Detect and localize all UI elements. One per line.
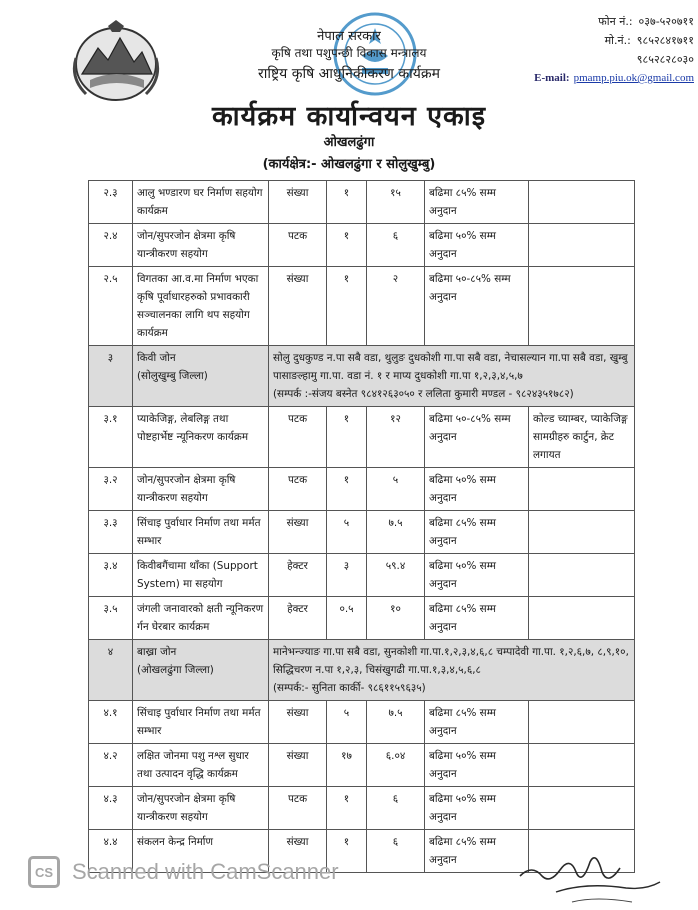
row-remark [529, 181, 635, 224]
row-unit: संख्या [269, 267, 327, 346]
row-number: २.४ [89, 224, 133, 267]
row-unit: संख्या [269, 181, 327, 224]
zone-coverage: मानेभन्ज्याङ गा.पा सबै वडा, सुनकोशी गा.पा.१,२,३,४,६,८ चम्पादेवी गा.पा. १,२,६,७, ८,९,१०, सिद्धिचरण न.पा १,२,३, चिसंखुगढी गा.पा.१,३,४,५,६,८ [273, 646, 629, 676]
row-quantity: १ [327, 267, 367, 346]
table-row [89, 744, 635, 787]
row-number: ४.२ [89, 744, 133, 787]
row-grant: बढिमा ८५% सम्म अनुदान [425, 511, 529, 554]
email-row [508, 69, 694, 88]
row-amount: ५ [367, 468, 425, 511]
row-remark [529, 468, 635, 511]
row-number: २.३ [89, 181, 133, 224]
government-name: नेपाल सरकार [317, 29, 381, 44]
row-amount: १५ [367, 181, 425, 224]
table-row [89, 597, 635, 640]
activity-name: जोन/सुपरजोन क्षेत्रमा कृषि यान्त्रीकरण सहयोग [133, 468, 269, 511]
row-remark [529, 267, 635, 346]
table-row [89, 407, 635, 468]
zone-coverage-cell [269, 346, 635, 407]
table-row [89, 787, 635, 830]
row-quantity: १ [327, 407, 367, 468]
row-unit: हेक्टर [269, 554, 327, 597]
row-amount: २ [367, 267, 425, 346]
email-label: E-mail: [534, 72, 570, 84]
table-row [89, 468, 635, 511]
zone-coverage: सोलु दुधकुण्ड न.पा सबै वडा, थुलुङ दुधकोशी गा.पा सबै वडा, नेचासल्यान गा.पा सबै वडा, खुम्बु पासाङल्हामु गा.पा. वडा नं. १ र माप्य दुधकोशी गा.पा १,२,३,४,५,७ [273, 352, 628, 382]
row-remark [529, 511, 635, 554]
phone-label: फोन नं.: [598, 15, 633, 28]
row-amount: ६.०४ [367, 744, 425, 787]
row-remark [529, 701, 635, 744]
row-number: ३.१ [89, 407, 133, 468]
activity-name: आलु भण्डारण घर निर्माण सहयोग कार्यक्रम [133, 181, 269, 224]
mobile-number-1: ९८५२८४१७११ [636, 34, 694, 47]
row-number: ३.४ [89, 554, 133, 597]
row-quantity: ०.५ [327, 597, 367, 640]
row-grant: बढिमा ५०-८५% सम्म अनुदान [425, 267, 529, 346]
table-row [89, 511, 635, 554]
mobile-row [508, 31, 694, 50]
program-table-body [89, 181, 635, 873]
row-quantity: ५ [327, 701, 367, 744]
activity-name: जंगली जनावारको क्षती न्यूनिकरण र्गन घेरबार कार्यक्रम [133, 597, 269, 640]
row-quantity: ३ [327, 554, 367, 597]
row-number: ४.१ [89, 701, 133, 744]
unit-title: कार्यक्रम कार्यान्वयन एकाइ [211, 101, 487, 132]
row-quantity: १ [327, 830, 367, 873]
activity-name: सिंचाइ पुर्वाधार निर्माण तथा मर्मत सम्भार [133, 701, 269, 744]
activity-name: सिंचाइ पुर्वाधार निर्माण तथा मर्मत सम्भार [133, 511, 269, 554]
row-quantity: १ [327, 468, 367, 511]
row-number: ४.३ [89, 787, 133, 830]
activity-name: संकलन केन्द्र निर्माण [133, 830, 269, 873]
row-unit: पटक [269, 407, 327, 468]
row-number: ४.४ [89, 830, 133, 873]
activity-name: लक्षित जोनमा पशु नश्ल सुधार तथा उत्पादन वृद्धि कार्यक्रम [133, 744, 269, 787]
row-quantity: १७ [327, 744, 367, 787]
district-name: ओखलढुंगा [323, 135, 375, 150]
row-quantity: १ [327, 224, 367, 267]
row-quantity: ५ [327, 511, 367, 554]
table-row [89, 701, 635, 744]
row-grant: बढिमा ८५% सम्म अनुदान [425, 597, 529, 640]
zone-title: किवी जोन [137, 352, 176, 364]
mobile-label: मो.नं.: [604, 34, 631, 47]
mobile-number-2: ९८५२८२८०३० [636, 53, 694, 66]
row-unit: हेक्टर [269, 597, 327, 640]
row-grant: बढिमा ५०% सम्म अनुदान [425, 787, 529, 830]
row-unit: पटक [269, 468, 327, 511]
row-amount: ७.५ [367, 701, 425, 744]
row-quantity: १ [327, 181, 367, 224]
row-unit: संख्या [269, 701, 327, 744]
row-unit: पटक [269, 224, 327, 267]
table-row [89, 554, 635, 597]
row-grant: बढिमा ५०% सम्म अनुदान [425, 468, 529, 511]
row-grant: बढिमा ८५% सम्म अनुदान [425, 830, 529, 873]
phone-number: ०३७-५२०७११ [638, 15, 694, 28]
row-amount: ६ [367, 224, 425, 267]
signature [516, 842, 666, 908]
zone-contact: (सम्पर्क :-संजय बस्नेत ९८४१२६३०५० र ललिता कुमारी मण्डल - ९८२४३५१७८२) [273, 388, 574, 400]
program-table [88, 180, 635, 873]
activity-name: विगतका आ.व.मा निर्माण भएका कृषि पूर्वाधारहरुको प्रभावकारी सञ्चालनका लागि थप सहयोग कार्यक्रम [133, 267, 269, 346]
camscanner-text: Scanned with CamScanner [72, 859, 339, 884]
zone-district: (ओखलढुंगा जिल्ला) [137, 664, 214, 676]
table-row [89, 224, 635, 267]
row-remark [529, 224, 635, 267]
camscanner-logo-icon: CS [28, 856, 60, 888]
zone-number: ३ [89, 346, 133, 407]
zone-title: बाख्रा जोन [137, 646, 177, 658]
zone-name-cell [133, 346, 269, 407]
table-row [89, 181, 635, 224]
row-amount: ६ [367, 787, 425, 830]
row-number: ३.५ [89, 597, 133, 640]
activity-name: किवीबगैंचामा थाँका (Support System) मा सहयोग [133, 554, 269, 597]
row-number: ३.२ [89, 468, 133, 511]
ministry-name: कृषि तथा पशुपन्छी विकास मन्त्रालय [271, 46, 427, 60]
zone-header-goat [89, 640, 635, 701]
row-number: २.५ [89, 267, 133, 346]
row-grant: बढिमा ५०-८५% सम्म अनुदान [425, 407, 529, 468]
activity-name: प्याकेजिङ्ग, लेबलिङ्ग तथा पोष्टहार्भेष्ट न्यूनिकरण कार्यक्रम [133, 407, 269, 468]
zone-number: ४ [89, 640, 133, 701]
row-remark: कोल्ड च्याम्बर, प्याकेजिङ्ग सामग्रीहरु कार्टुन, क्रेट लगायत [529, 407, 635, 468]
row-amount: ६ [367, 830, 425, 873]
activity-name: जोन/सुपरजोन क्षेत्रमा कृषि यान्त्रीकरण सहयोग [133, 787, 269, 830]
row-grant: बढिमा ५०% सम्म अनुदान [425, 554, 529, 597]
mobile-row-2 [508, 50, 694, 69]
row-number: ३.३ [89, 511, 133, 554]
row-amount: १२ [367, 407, 425, 468]
contact-block [508, 12, 694, 88]
table-row [89, 267, 635, 346]
zone-contact: (सम्पर्क:- सुनिता कार्की- ९८६११५९६३५) [273, 682, 426, 694]
row-amount: ७.५ [367, 511, 425, 554]
row-unit: पटक [269, 787, 327, 830]
row-unit: संख्या [269, 830, 327, 873]
program-name: राष्ट्रिय कृषि आधुनिकीकरण कार्यक्रम [257, 66, 440, 82]
row-grant: बढिमा ८५% सम्म अनुदान [425, 181, 529, 224]
row-grant: बढिमा ५०% सम्म अनुदान [425, 744, 529, 787]
row-remark [529, 787, 635, 830]
row-unit: संख्या [269, 744, 327, 787]
zone-coverage-cell [269, 640, 635, 701]
work-area: (कार्यक्षेत्र:- ओखलढुंगा र सोलुखुम्बु) [262, 157, 436, 172]
row-unit: संख्या [269, 511, 327, 554]
row-remark [529, 744, 635, 787]
camscanner-watermark [28, 856, 339, 888]
row-amount: ५९.४ [367, 554, 425, 597]
zone-district: (सोलुखुम्बु जिल्ला) [137, 370, 208, 382]
activity-name: जोन/सुपरजोन क्षेत्रमा कृषि यान्त्रीकरण सहयोग [133, 224, 269, 267]
row-quantity: १ [327, 787, 367, 830]
row-remark [529, 554, 635, 597]
row-grant: बढिमा ८५% सम्म अनुदान [425, 701, 529, 744]
row-grant: बढिमा ५०% सम्म अनुदान [425, 224, 529, 267]
zone-name-cell [133, 640, 269, 701]
email-link[interactable]: pmamp.piu.ok@gmail.com [573, 72, 694, 84]
zone-header-kiwi [89, 346, 635, 407]
phone-row [508, 12, 694, 31]
row-remark [529, 597, 635, 640]
row-amount: १० [367, 597, 425, 640]
